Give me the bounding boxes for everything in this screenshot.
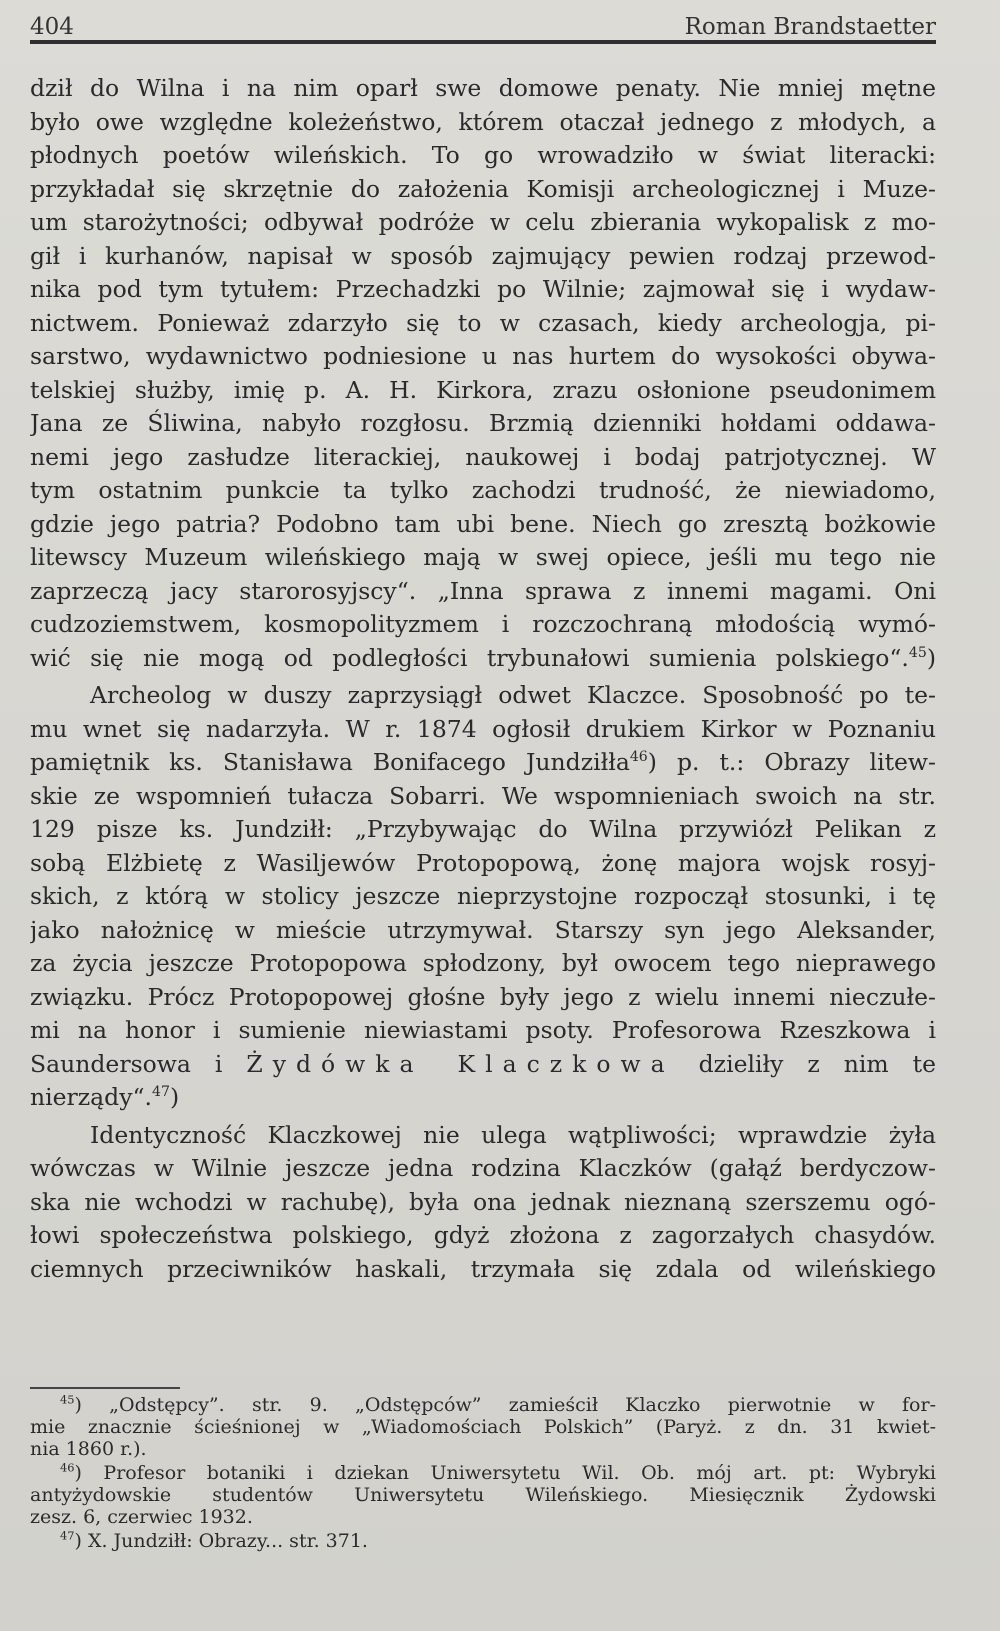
text-segment: nierządy“.: [30, 1083, 152, 1111]
footnote-ref: 45: [908, 644, 927, 661]
text-line: dził do Wilna i na nim oparł swe domowe penaty. Nie mniej mętne: [30, 74, 936, 102]
text-line: tym ostatnim punkcie ta tylko zachodzi trudność, że niewiadomo,: [30, 476, 936, 504]
text-line: skie ze wspomnień tułacza Sobarri. We wspomnieniach swoich na str.: [30, 781, 936, 810]
text-line: za życia jeszcze Protopopowa spłodzony, był owocem tego nieprawego: [30, 949, 936, 977]
text-line-with-footnote: [30, 1081, 936, 1115]
running-title: Roman Brandstaetter: [684, 14, 936, 40]
text-line: litewscy Muzeum wileńskiego mają w swej opiece, jeśli mu tego nie: [30, 543, 936, 571]
footnote-line: nia 1860 r.).: [30, 1438, 147, 1460]
text-line: telskiej służby, imię p. A. H. Kirkora, zrazu osłonione pseudonimem: [30, 375, 936, 404]
text-line-spaced: [30, 1048, 936, 1082]
footnote-rule: [30, 1387, 180, 1389]
text-line: nictwem. Ponieważ zdarzyło się to w czasach, kiedy archeologja, pi-: [30, 308, 936, 337]
page-number: 404: [30, 14, 74, 40]
text-line: było owe względne koleżeństwo, którem otaczał jednego z młodych, a: [30, 107, 936, 136]
text-line: nemi jego zasłudze literackiej, naukowej i bodaj patrjotycznej. W: [30, 442, 936, 471]
paragraph-2: [30, 679, 936, 1115]
text-line: przykładał się skrzętnie do założenia Komisji archeologicznej i Muze-: [30, 174, 936, 203]
text-segment: pamiętnik ks. Stanisława Bonifacego Jundziłła: [30, 748, 630, 776]
text-segment: ) X. Jundziłł: Obrazy... str. 371.: [74, 1530, 368, 1552]
text-line: sobą Elżbietę z Wasiljewów Protopopową, żonę majora wojsk rosyj-: [30, 848, 936, 877]
paragraph-1: [30, 72, 936, 675]
text-line: jako nałożnicę w mieście utrzymywał. Starszy syn jego Aleksander,: [30, 915, 936, 944]
text-line: Jana ze Śliwina, nabyło rozgłosu. Brzmią dzienniki hołdami oddawa-: [30, 409, 936, 437]
text-line: związku. Prócz Protopopowej głośne były jego z wielu innemi nieczułe-: [30, 982, 936, 1011]
footnote-46: [30, 1462, 936, 1528]
footnote-number: 46: [60, 1462, 75, 1475]
text-line: 129 pisze ks. Jundziłł: „Przybywając do Wilna przywiózł Pelikan z: [30, 815, 936, 843]
text-segment: ): [926, 643, 936, 672]
footnote-number: 47: [60, 1530, 75, 1543]
footnote-line: [30, 1462, 936, 1484]
text-line-with-footnote: [30, 642, 936, 676]
text-line: gdzie jego patria? Podobno tam ubi bene. Niech go zresztą bożkowie: [30, 509, 936, 538]
text-line: mu wnet się nadarzyła. W r. 1874 ogłosił drukiem Kirkor w Poznaniu: [30, 714, 936, 743]
footnote-number: 45: [60, 1394, 75, 1407]
text-line: wówczas w Wilnie jeszcze jedna rodzina Klaczków (gałąź berdyczow-: [30, 1154, 936, 1182]
text-segment: dzieliły z nim te: [698, 1049, 936, 1078]
text-segment: wić się nie mogą od podległości trybunałowi sumienia polskiego“.: [30, 643, 909, 672]
footnote-ref: 47: [152, 1084, 170, 1101]
running-header: [30, 4, 936, 40]
footnotes: [30, 1394, 936, 1554]
text-line: ska nie wchodzi w rachubę), była ona jednak nieznaną szerszemu ogó-: [30, 1187, 936, 1216]
footnote-45: [30, 1394, 936, 1460]
text-line: um starożytności; odbywał podróże w celu zbierania wykopalisk z mo-: [30, 208, 936, 236]
text-line: nika pod tym tytułem: Przechadzki po Wilnie; zajmował się i wydaw-: [30, 275, 936, 303]
text-line: mi na honor i sumienie niewiastami psoty. Profesorowa Rzeszkowa i: [30, 1016, 936, 1044]
text-line: skich, z którą w stolicy jeszcze nieprzystojne rozpoczął stosunki, i tę: [30, 882, 936, 910]
text-line: zaprzeczą jacy starorosyjscy“. „Inna sprawa z innemi magami. Oni: [30, 576, 936, 605]
spaced-emphasis: Żydówka Klaczkowa: [246, 1049, 675, 1078]
text-segment: ) „Odstępcy”. str. 9. „Odstępców” zamieścił Klaczko pierwotnie w for-: [74, 1394, 936, 1416]
footnote-line: antyżydowskie studentów Uniwersytetu Wileńskiego. Miesięcznik Żydowski: [30, 1484, 936, 1506]
footnote-line: [30, 1530, 936, 1552]
text-segment: Saundersowa i: [30, 1049, 223, 1078]
text-line: gił i kurhanów, napisał w sposób zajmujący pewien rodzaj przewod-: [30, 241, 936, 270]
footnote-47: [30, 1530, 936, 1552]
main-text: [30, 72, 936, 1290]
paragraph-3: [30, 1119, 936, 1287]
text-line: Archeolog w duszy zaprzysiągł odwet Klaczce. Sposobność po te-: [90, 681, 936, 709]
header-rule: [30, 40, 936, 44]
footnote-line: mie znacznie ścieśnionej w „Wiadomościach Polskich” (Paryż. z dn. 31 kwiet-: [30, 1416, 936, 1438]
footnote-ref: 46: [629, 749, 648, 766]
text-line: sarstwo, wydawnictwo podniesione u nas hurtem do wysokości obywa-: [30, 342, 936, 370]
footnote-line: [30, 1394, 936, 1416]
text-segment: ) p. t.: Obrazy litew-: [647, 748, 936, 776]
text-line: łowi społeczeństwa polskiego, gdyż złożona z zagorzałych chasydów.: [30, 1221, 936, 1249]
text-segment: ) Profesor botaniki i dziekan Uniwersytetu Wil. Ob. mój art. pt: Wybryki: [74, 1462, 936, 1484]
footnote-line: zesz. 6, czerwiec 1932.: [30, 1506, 253, 1528]
text-line: cudzoziemstwem, kosmopolityzmem i rozczochraną młodością wymó-: [30, 610, 936, 638]
text-line: płodnych poetów wileńskich. To go wrowadziło w świat literacki:: [30, 141, 936, 169]
text-line: Identyczność Klaczkowej nie ulega wątpliwości; wprawdzie żyła: [90, 1120, 936, 1149]
text-line-with-footnote: [30, 746, 936, 780]
text-segment: ): [169, 1083, 180, 1111]
text-line: ciemnych przeciwników haskali, trzymała się zdala od wileńskiego: [30, 1254, 936, 1283]
